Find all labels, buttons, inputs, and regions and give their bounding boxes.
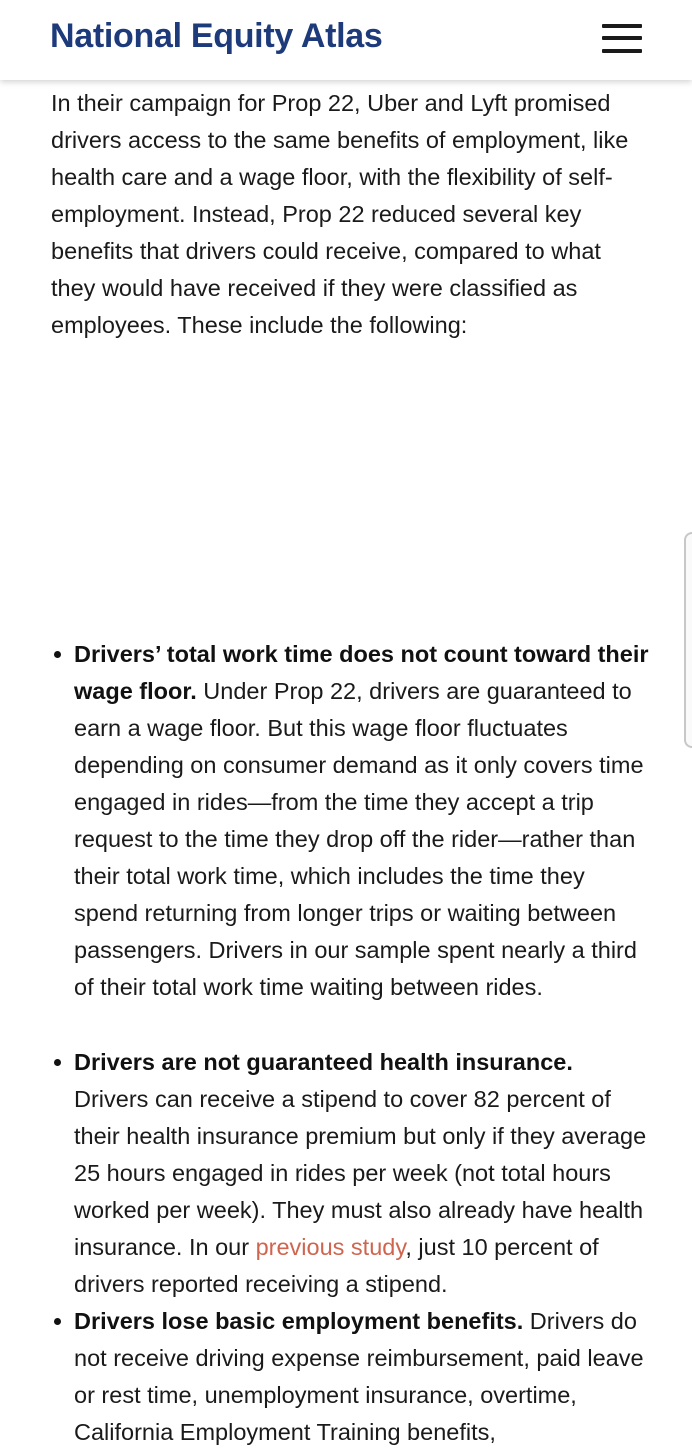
hamburger-menu-icon[interactable] — [600, 22, 644, 56]
bullet-text: Under Prop 22, drivers are guaranteed to earn a wage floor. But this wage floor fluctuates depending on consumer demand as it only covers time engaged in rides—from the time they accept a trip request to the time they drop off the rider—rather than their total work time, which includes the time they spend returning from longer trips or waiting between passengers. Drivers in our sample spent nearly a third of their total work time waiting between rides. — [74, 678, 644, 1000]
list-item — [74, 1303, 649, 1451]
bullet-text: Drivers can receive a stipend to cover 82 percent of their health insurance premium but only if they average 25 hours engaged in rides per week (not total hours worked per week). They must also already have health insurance. In our — [74, 1086, 647, 1260]
list-item — [74, 636, 649, 1006]
bullet-text: , just 10 percent of drivers reported receiving a stipend. — [74, 1234, 599, 1297]
menu-line — [602, 49, 642, 53]
bullet-heading: Drivers are not guaranteed health insurance. — [74, 1049, 573, 1075]
intro-paragraph: In their campaign for Prop 22, Uber and Lyft promised drivers access to the same benefits of employment, like health care and a wage floor, with the flexibility of self-employment. Instead, Prop 22 reduced several key benefits that drivers could receive, compared to what they would have received if they were classified as employees. These include the following: — [51, 90, 629, 338]
list-item — [74, 1044, 649, 1303]
previous-study-link[interactable]: previous study — [255, 1234, 406, 1260]
site-header — [0, 0, 692, 80]
menu-line — [602, 24, 642, 28]
menu-line — [602, 36, 642, 40]
site-logo[interactable]: National Equity Atlas — [50, 17, 383, 55]
bullet-text: Drivers do not receive driving expense reimbursement, paid leave or rest time, unemployment insurance, overtime, California Employment Training benefits, — [74, 1308, 644, 1445]
bullet-heading: Drivers lose basic employment benefits. — [74, 1308, 524, 1334]
scrollbar-handle[interactable] — [684, 532, 692, 748]
article-body — [51, 85, 651, 1445]
bullet-heading: Drivers’ total work time does not count toward their wage floor. — [74, 641, 649, 704]
